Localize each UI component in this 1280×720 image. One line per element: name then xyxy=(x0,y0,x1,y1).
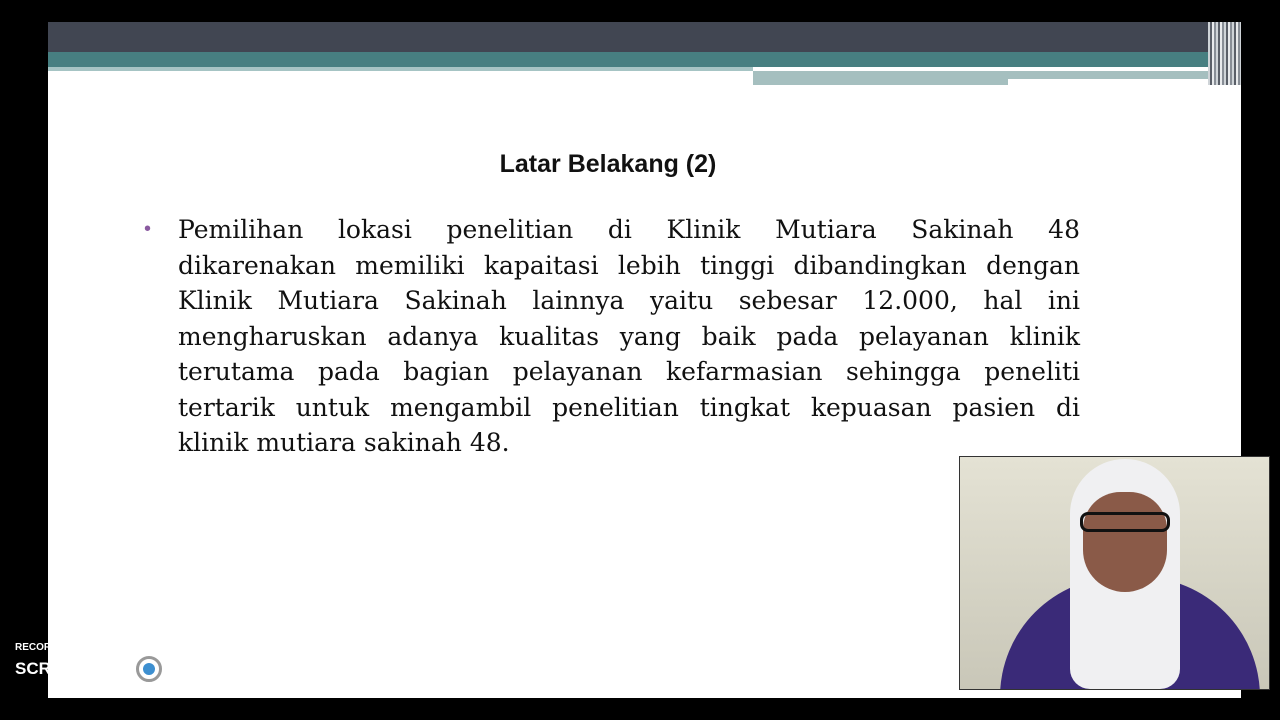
paragraph-line: dikarenakan memiliki kapaitasi lebih tinggi dibandingkan dengan xyxy=(178,250,1080,280)
header-band-teal xyxy=(48,52,1208,67)
paragraph-line: tertarik untuk mengambil penelitian tingkat kepuasan pasien di xyxy=(178,392,1080,422)
presenter-face xyxy=(1083,492,1167,592)
screencast-watermark xyxy=(15,642,219,682)
recorded-with-label: RECORDED WITH xyxy=(15,642,101,653)
header-stripes xyxy=(1208,22,1241,85)
paragraph-line: terutama pada bagian pelayanan kefarmasian sehingga peneliti xyxy=(178,357,1080,386)
paragraph-line: klinik mutiara sakinah 48. xyxy=(178,428,510,457)
screencast-logo-icon xyxy=(136,656,162,682)
paragraph-line: mengharuskan adanya kualitas yang baik pada pelayanan klinik xyxy=(178,321,1080,351)
header-accent-line xyxy=(48,67,753,71)
slide-title: Latar Belakang (2) xyxy=(499,150,717,178)
webcam-overlay xyxy=(959,456,1270,690)
brand-left: SCREENCAST xyxy=(15,659,133,678)
paragraph-line: Pemilihan lokasi penelitian di Klinik Mutiara Sakinah 48 xyxy=(178,215,1080,244)
header-accent-white-2 xyxy=(1008,79,1208,85)
brand-right: MATIC xyxy=(166,659,219,678)
header-band-dark xyxy=(48,22,1208,52)
presenter-glasses xyxy=(1080,512,1170,532)
paragraph-line: Klinik Mutiara Sakinah lainnya yaitu sebesar 12.000, hal ini xyxy=(178,286,1080,315)
bullet-icon: • xyxy=(144,218,152,240)
bullet-paragraph xyxy=(178,212,1080,461)
